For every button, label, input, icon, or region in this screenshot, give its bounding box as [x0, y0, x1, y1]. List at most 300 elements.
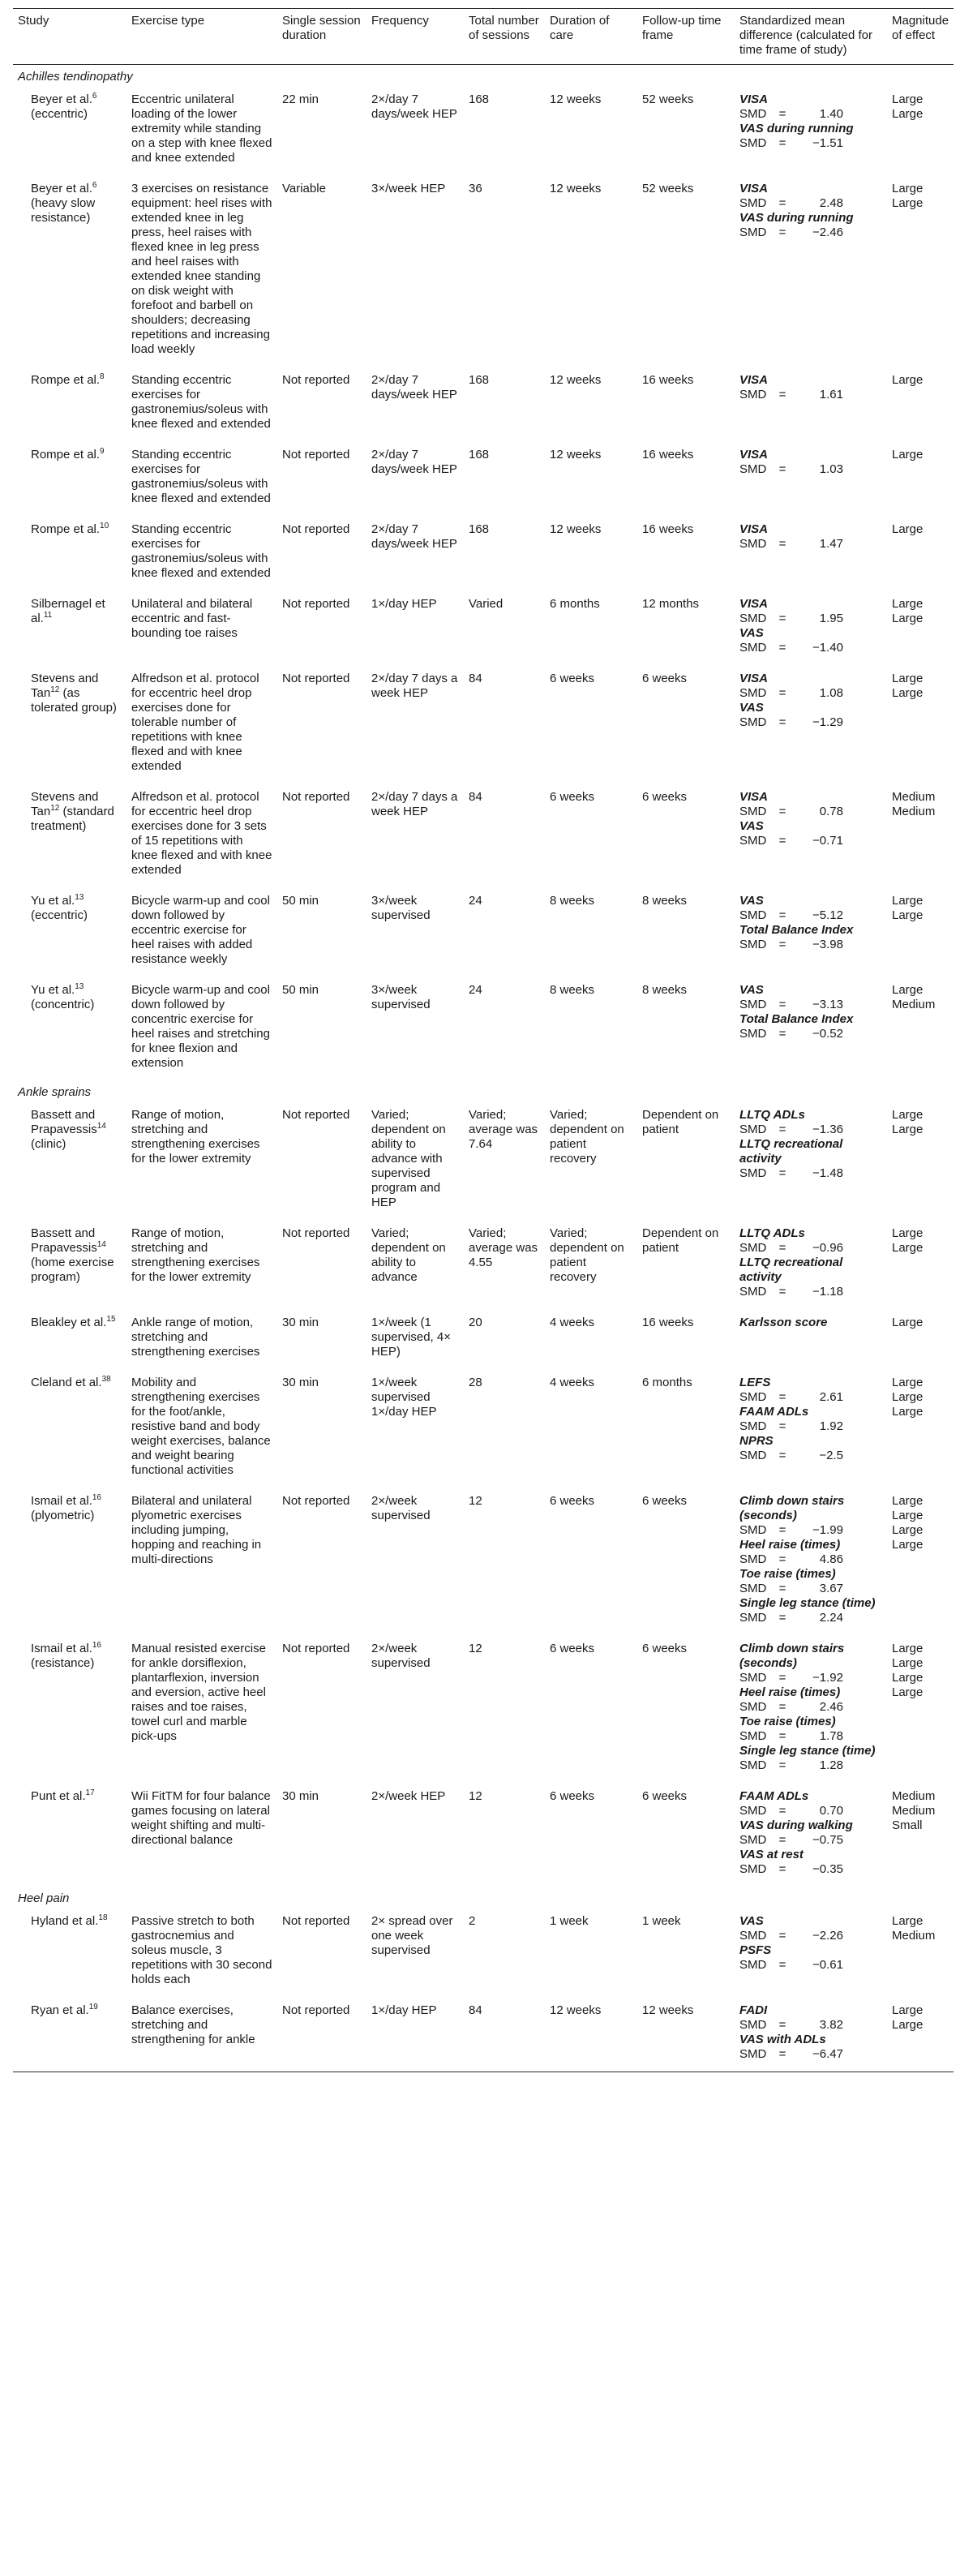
cell-single: 50 min [282, 894, 319, 908]
table-row [13, 1635, 954, 1783]
outcome-measure: LEFS [739, 1376, 771, 1389]
smd-measure [739, 1685, 882, 1715]
magnitude-value: Large [892, 1656, 924, 1670]
section-row [13, 1887, 954, 1908]
section-heading: Achilles tendinopathy [18, 70, 133, 84]
header-total-sessions: Total number of sessions [464, 9, 545, 65]
cell-total: 24 [469, 894, 482, 908]
cell-smd [735, 887, 887, 977]
smd-measure [739, 1642, 882, 1685]
header-magnitude: Magnitude of effect [887, 9, 954, 65]
study-reference: 12 [50, 685, 60, 694]
header-single-session: Single session duration [277, 9, 366, 65]
smd-value: 1.92 [819, 1419, 843, 1433]
magnitude-value: Large [892, 1914, 924, 1928]
equals-sign: = [778, 1729, 786, 1743]
cell-magnitude [887, 784, 954, 887]
smd-value: −1.40 [812, 641, 843, 655]
outcome-measure: Toe raise (times) [739, 1567, 836, 1581]
outcome-measure: Heel raise (times) [739, 1685, 841, 1699]
smd-measure [739, 1494, 882, 1538]
equals-sign: = [778, 1862, 786, 1876]
header-study: Study [13, 9, 126, 65]
smd-value: −1.92 [812, 1671, 843, 1685]
outcome-measure: Single leg stance (time) [739, 1744, 876, 1758]
outcome-measure: VAS with ADLs [739, 2033, 826, 2046]
study-name: Rompe et al. [31, 373, 101, 387]
study-name: Stevens and Tan [31, 672, 99, 700]
smd-value-line [739, 1552, 882, 1567]
cell-frequency: 2×/day 7 days/week HEP [371, 92, 457, 121]
cell-followup: 16 weeks [642, 522, 694, 536]
equals-sign: = [778, 462, 786, 476]
cell-duration: 12 weeks [550, 448, 602, 462]
magnitude-value: Medium [892, 790, 936, 804]
magnitude-value: Large [892, 448, 924, 462]
magnitude-value: Large [892, 92, 924, 106]
smd-measure [739, 1256, 882, 1299]
equals-sign: = [778, 1390, 786, 1404]
cell-followup: 16 weeks [642, 1316, 694, 1329]
cell-followup: 52 weeks [642, 182, 694, 195]
smd-value: 1.28 [819, 1758, 843, 1772]
cell-duration: 8 weeks [550, 983, 595, 997]
equals-sign: = [778, 1449, 786, 1462]
cell-magnitude [887, 1309, 954, 1369]
equals-sign: = [778, 1804, 786, 1818]
cell-total: 168 [469, 373, 490, 387]
smd-value-line [739, 1241, 882, 1256]
equals-sign: = [778, 834, 786, 848]
cell-magnitude [887, 1220, 954, 1309]
smd-label: SMD [739, 1552, 767, 1566]
table-row [13, 1488, 954, 1635]
study-name: Bleakley et al. [31, 1316, 107, 1329]
smd-measure [739, 373, 882, 402]
smd-value: −2.46 [812, 225, 843, 239]
smd-value-line [739, 715, 882, 730]
cell-single: Not reported [282, 2003, 350, 2017]
cell-total: Varied [469, 597, 504, 611]
cell-frequency: 1×/week (1 supervised, 4× HEP) [371, 1316, 451, 1359]
cell-exercise: Bicycle warm-up and cool down followed by eccentric exercise for heel raises with added resistance weekly [131, 894, 270, 966]
magnitude-value: Medium [892, 998, 936, 1011]
smd-value-line [739, 1419, 882, 1434]
equals-sign: = [778, 1833, 786, 1847]
smd-label: SMD [739, 938, 767, 951]
smd-value: 1.03 [819, 462, 843, 476]
outcome-measure: LLTQ ADLs [739, 1226, 805, 1240]
study-variant: (eccentric) [31, 908, 88, 922]
smd-value-line [739, 2047, 882, 2062]
study-variant: (heavy slow resistance) [31, 196, 96, 225]
study-reference: 16 [92, 1493, 101, 1502]
cell-smd [735, 1488, 887, 1635]
cell-smd [735, 784, 887, 887]
smd-value-line [739, 2018, 882, 2033]
smd-value: 2.48 [819, 196, 843, 210]
smd-measure [739, 2003, 882, 2033]
table-row [13, 590, 954, 665]
cell-single: Not reported [282, 597, 350, 611]
cell-followup: 1 week [642, 1914, 681, 1928]
cell-single: Not reported [282, 373, 350, 387]
smd-value-line [739, 908, 882, 923]
cell-exercise: Unilateral and bilateral eccentric and fast-bounding toe raises [131, 597, 253, 640]
smd-value-line [739, 1611, 882, 1625]
cell-magnitude [887, 516, 954, 590]
cell-total: 168 [469, 448, 490, 462]
smd-label: SMD [739, 908, 767, 922]
cell-study [13, 665, 126, 784]
smd-label: SMD [739, 1611, 767, 1625]
smd-label: SMD [739, 1833, 767, 1847]
smd-value: 2.46 [819, 1700, 843, 1714]
cell-single: 30 min [282, 1376, 319, 1389]
smd-value: 1.61 [819, 388, 843, 401]
cell-study [13, 1220, 126, 1309]
cell-duration: 6 months [550, 597, 600, 611]
smd-measure [739, 1012, 882, 1041]
table-row [13, 784, 954, 887]
outcome-measure: VISA [739, 448, 769, 462]
study-reference: 6 [92, 181, 97, 190]
equals-sign: = [778, 938, 786, 951]
equals-sign: = [778, 1241, 786, 1255]
cell-smd [735, 516, 887, 590]
smd-measure [739, 522, 882, 552]
cell-magnitude [887, 367, 954, 441]
equals-sign: = [778, 1285, 786, 1299]
cell-study [13, 1635, 126, 1783]
smd-value: 1.78 [819, 1729, 843, 1743]
smd-label: SMD [739, 1419, 767, 1433]
cell-magnitude [887, 1997, 954, 2072]
smd-label: SMD [739, 1671, 767, 1685]
outcome-measure: PSFS [739, 1943, 772, 1957]
magnitude-value: Large [892, 1538, 924, 1552]
cell-smd [735, 441, 887, 516]
smd-label: SMD [739, 136, 767, 150]
smd-value-line [739, 686, 882, 701]
study-name: Stevens and Tan [31, 790, 99, 818]
cell-exercise: Eccentric unilateral loading of the lower extremity while standing on a step with knee flexed and knee extended [131, 92, 272, 165]
smd-label: SMD [739, 1523, 767, 1537]
magnitude-value: Large [892, 686, 924, 700]
header-follow-up: Follow-up time frame [637, 9, 735, 65]
smd-value: 1.40 [819, 107, 843, 121]
magnitude-value: Large [892, 1685, 924, 1699]
smd-value-line [739, 1958, 882, 1973]
equals-sign: = [778, 1552, 786, 1566]
cell-duration: 6 weeks [550, 790, 595, 804]
cell-duration: 8 weeks [550, 894, 595, 908]
smd-value-line [739, 834, 882, 848]
cell-exercise: Ankle range of motion, stretching and strengthening exercises [131, 1316, 260, 1359]
table-row [13, 367, 954, 441]
smd-value: 1.47 [819, 537, 843, 551]
magnitude-value: Large [892, 908, 924, 922]
exercise-table [13, 8, 954, 2072]
cell-magnitude [887, 441, 954, 516]
magnitude-value: Large [892, 107, 924, 121]
outcome-measure: VAS [739, 701, 764, 715]
cell-duration: 12 weeks [550, 92, 602, 106]
study-name: Punt et al. [31, 1789, 86, 1803]
smd-value: −0.75 [812, 1833, 843, 1847]
cell-followup: 12 months [642, 597, 700, 611]
equals-sign: = [778, 1929, 786, 1943]
table-row [13, 665, 954, 784]
magnitude-value: Large [892, 1390, 924, 1404]
outcome-measure: Total Balance Index [739, 1012, 854, 1026]
study-name: Beyer et al. [31, 182, 92, 195]
study-name: Cleland et al. [31, 1376, 102, 1389]
cell-followup: 6 weeks [642, 1494, 688, 1508]
study-name: Ismail et al. [31, 1494, 92, 1508]
header-smd: Standardized mean difference (calculated for time frame of study) [735, 9, 887, 65]
cell-study [13, 977, 126, 1080]
equals-sign: = [778, 196, 786, 210]
smd-measure [739, 1226, 882, 1256]
smd-measure [739, 1789, 882, 1818]
cell-exercise: Bicycle warm-up and cool down followed by concentric exercise for heel raises and stretching for knee flexion and extension [131, 983, 270, 1070]
smd-value-line [739, 1929, 882, 1943]
cell-total: 168 [469, 92, 490, 106]
cell-study [13, 1997, 126, 2072]
outcome-measure: VISA [739, 790, 769, 804]
cell-frequency: Varied; dependent on ability to advance [371, 1226, 446, 1284]
cell-frequency: Varied; dependent on ability to advance with supervised program and HEP [371, 1108, 446, 1209]
smd-value: −2.26 [812, 1929, 843, 1943]
smd-measure [739, 1316, 882, 1330]
cell-total: 20 [469, 1316, 482, 1329]
smd-measure [739, 1376, 882, 1405]
smd-measure [739, 597, 882, 626]
cell-exercise: Manual resisted exercise for ankle dorsiflexion, plantarflexion, inversion and eversion, active heel raises and toe raises, towel curl and marble pick-ups [131, 1642, 266, 1743]
magnitude-value: Large [892, 1671, 924, 1685]
smd-value: −1.29 [812, 715, 843, 729]
smd-label: SMD [739, 1700, 767, 1714]
smd-value-line [739, 1123, 882, 1137]
table-body [13, 65, 954, 2072]
cell-single: 30 min [282, 1316, 319, 1329]
cell-frequency: 2×/day 7 days/week HEP [371, 373, 457, 401]
equals-sign: = [778, 136, 786, 150]
smd-value-line [739, 1523, 882, 1538]
equals-sign: = [778, 2047, 786, 2061]
cell-single: Not reported [282, 790, 350, 804]
equals-sign: = [778, 908, 786, 922]
smd-label: SMD [739, 2018, 767, 2032]
smd-measure [739, 701, 882, 730]
cell-exercise: 3 exercises on resistance equipment: heel rises with extended knee in leg press, heel raises with flexed knee in leg press and heel raises with extended knee standing on disk weight with forefoot and barbell on shoulders; decreasing repetitions and increasing load weekly [131, 182, 272, 356]
study-reference: 14 [96, 1240, 106, 1249]
study-reference: 13 [75, 893, 84, 902]
cell-total: 28 [469, 1376, 482, 1389]
study-name: Yu et al. [31, 894, 75, 908]
magnitude-value: Large [892, 1405, 924, 1419]
magnitude-value: Medium [892, 1789, 936, 1803]
cell-single: 50 min [282, 983, 319, 997]
cell-frequency: 2×/week HEP [371, 1789, 446, 1803]
smd-measure [739, 1943, 882, 1973]
section-heading: Ankle sprains [18, 1085, 92, 1099]
smd-measure [739, 1848, 882, 1877]
smd-value-line [739, 998, 882, 1012]
cell-frequency: 1×/day HEP [371, 2003, 437, 2017]
study-variant: (eccentric) [31, 107, 88, 121]
smd-value-line [739, 805, 882, 819]
section-row [13, 65, 954, 87]
cell-followup: Dependent on patient [642, 1108, 719, 1136]
smd-label: SMD [739, 1123, 767, 1136]
smd-label: SMD [739, 834, 767, 848]
outcome-measure: VISA [739, 92, 769, 106]
table-row [13, 1309, 954, 1369]
outcome-measure: VISA [739, 373, 769, 387]
smd-value: −3.13 [812, 998, 843, 1011]
cell-duration: 12 weeks [550, 522, 602, 536]
study-name: Yu et al. [31, 983, 75, 997]
magnitude-value: Large [892, 1316, 924, 1329]
cell-magnitude [887, 1908, 954, 1997]
study-name: Ryan et al. [31, 2003, 89, 2017]
cell-study [13, 86, 126, 175]
cell-duration: 6 weeks [550, 672, 595, 685]
smd-value-line [739, 1166, 882, 1181]
outcome-measure: Heel raise (times) [739, 1538, 841, 1552]
cell-study [13, 1101, 126, 1220]
cell-duration: Varied; dependent on patient recovery [550, 1108, 624, 1166]
smd-label: SMD [739, 1862, 767, 1876]
outcome-measure: FAAM ADLs [739, 1789, 809, 1803]
smd-measure [739, 122, 882, 151]
study-name: Hyland et al. [31, 1914, 99, 1928]
study-name: Rompe et al. [31, 448, 101, 462]
study-reference: 17 [85, 1788, 95, 1797]
equals-sign: = [778, 1611, 786, 1625]
study-name: Bassett and Prapavessis [31, 1226, 97, 1255]
outcome-measure: VISA [739, 672, 769, 685]
magnitude-value: Large [892, 672, 924, 685]
smd-measure [739, 626, 882, 655]
magnitude-value: Large [892, 1642, 924, 1655]
magnitude-value: Large [892, 983, 924, 997]
smd-value-line [739, 196, 882, 211]
cell-magnitude [887, 887, 954, 977]
cell-followup: 8 weeks [642, 894, 688, 908]
smd-value-line [739, 1449, 882, 1463]
cell-magnitude [887, 590, 954, 665]
outcome-measure: FAAM ADLs [739, 1405, 809, 1419]
study-variant: (concentric) [31, 998, 95, 1011]
cell-smd [735, 175, 887, 367]
study-reference: 16 [92, 1641, 101, 1650]
section-row [13, 1080, 954, 1101]
cell-duration: 4 weeks [550, 1376, 595, 1389]
cell-duration: 1 week [550, 1914, 589, 1928]
smd-label: SMD [739, 998, 767, 1011]
cell-single: Not reported [282, 522, 350, 536]
cell-single: 30 min [282, 1789, 319, 1803]
cell-total: 36 [469, 182, 482, 195]
cell-study [13, 175, 126, 367]
study-name: Ismail et al. [31, 1642, 92, 1655]
cell-followup: Dependent on patient [642, 1226, 719, 1255]
equals-sign: = [778, 641, 786, 655]
smd-value: 4.86 [819, 1552, 843, 1566]
smd-value-line [739, 641, 882, 655]
smd-value: −1.48 [812, 1166, 843, 1180]
study-variant: (clinic) [31, 1137, 66, 1151]
magnitude-value: Medium [892, 805, 936, 818]
smd-value: −0.71 [812, 834, 843, 848]
smd-measure [739, 1405, 882, 1434]
cell-single: Not reported [282, 672, 350, 685]
equals-sign: = [778, 1582, 786, 1595]
outcome-measure: VAS [739, 819, 764, 833]
outcome-measure: VAS during running [739, 122, 854, 135]
magnitude-value: Large [892, 1376, 924, 1389]
outcome-measure: LLTQ ADLs [739, 1108, 805, 1122]
cell-frequency: 2×/week supervised [371, 1642, 431, 1670]
outcome-measure: VAS [739, 626, 764, 640]
cell-study [13, 1488, 126, 1635]
cell-magnitude [887, 665, 954, 784]
study-variant: (plyometric) [31, 1509, 95, 1522]
smd-measure [739, 1434, 882, 1463]
study-reference: 9 [100, 447, 105, 456]
study-name: Rompe et al. [31, 522, 101, 536]
cell-followup: 52 weeks [642, 92, 694, 106]
smd-measure [739, 672, 882, 701]
cell-frequency: 2×/day 7 days/week HEP [371, 522, 457, 551]
smd-value-line [739, 1671, 882, 1685]
smd-value-line [739, 107, 882, 122]
magnitude-value: Large [892, 196, 924, 210]
equals-sign: = [778, 1027, 786, 1041]
smd-label: SMD [739, 537, 767, 551]
smd-label: SMD [739, 225, 767, 239]
cell-single: Not reported [282, 1914, 350, 1928]
cell-total: 12 [469, 1789, 482, 1803]
study-variant: (standard treatment) [31, 805, 114, 833]
smd-measure [739, 894, 882, 923]
cell-exercise: Standing eccentric exercises for gastronemius/soleus with knee flexed and extended [131, 522, 271, 580]
smd-value: 0.78 [819, 805, 843, 818]
cell-exercise: Mobility and strengthening exercises for the foot/ankle, resistive band and body weight exercises, balance and weight bearing functional activities [131, 1376, 271, 1477]
smd-value-line [739, 1862, 882, 1877]
cell-exercise: Bilateral and unilateral plyometric exercises including jumping, hopping and reaching in multi-directions [131, 1494, 262, 1566]
cell-single: Not reported [282, 1494, 350, 1508]
table-header-row [13, 9, 954, 65]
table-row [13, 1997, 954, 2072]
smd-value-line [739, 462, 882, 477]
smd-measure [739, 1108, 882, 1137]
table-row [13, 977, 954, 1080]
cell-frequency: 3×/week HEP [371, 182, 446, 195]
outcome-measure: VISA [739, 522, 769, 536]
outcome-measure: VAS [739, 894, 764, 908]
smd-value: −2.5 [819, 1449, 843, 1462]
study-reference: 8 [100, 372, 105, 381]
equals-sign: = [778, 107, 786, 121]
study-variant: (resistance) [31, 1656, 95, 1670]
smd-measure [739, 790, 882, 819]
table-row [13, 1101, 954, 1220]
magnitude-value: Large [892, 1226, 924, 1240]
